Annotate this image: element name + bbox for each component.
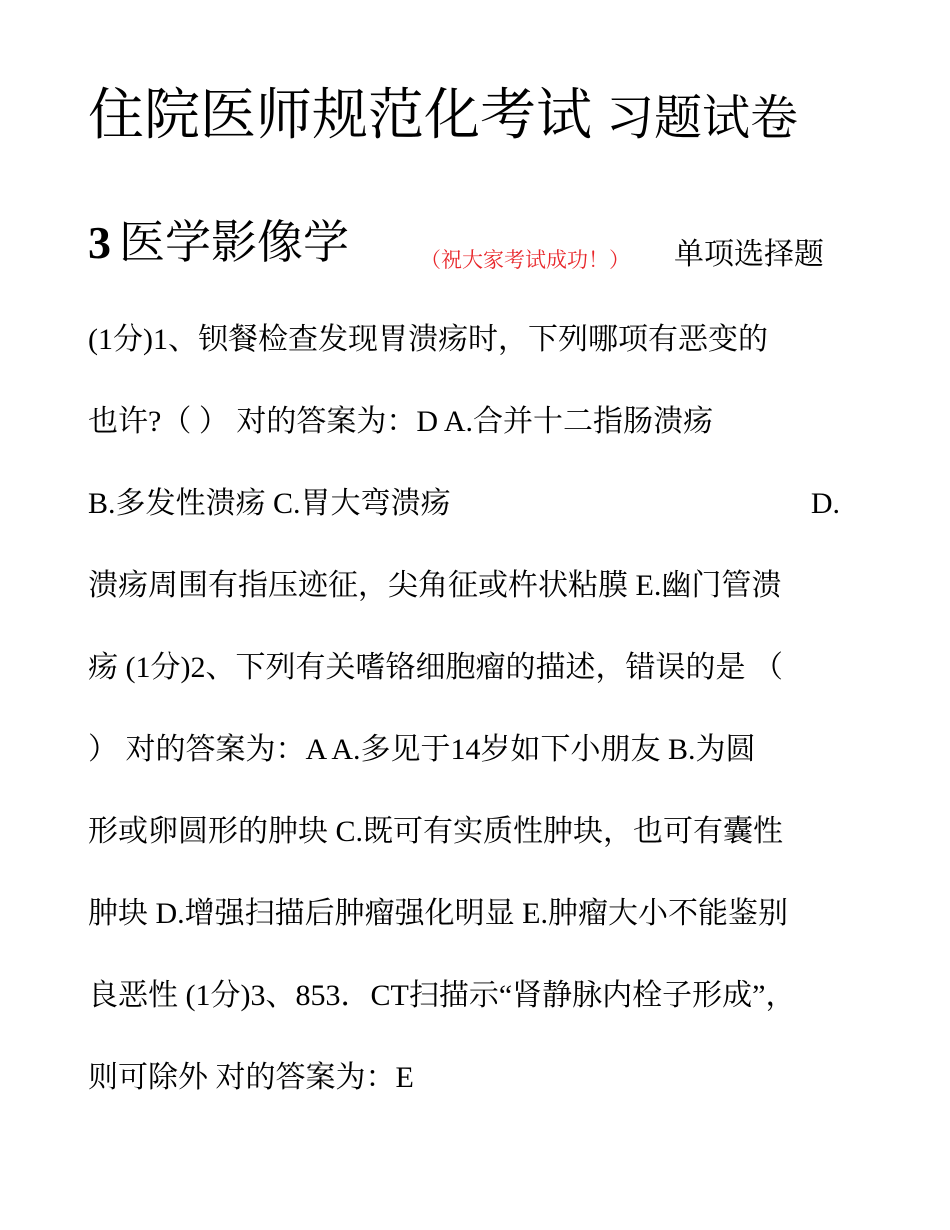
title-main: 住院医师规范化考试	[88, 85, 592, 147]
section-number: 3	[88, 217, 111, 268]
body-line-2: 也许?（ ） 对的答案为：D A.合并十二指肠溃疡	[88, 405, 713, 438]
body-line-5: 疡 (1分)2、下列有关嗜铬细胞瘤的描述，错误的是 （	[88, 651, 783, 684]
document-title	[88, 85, 799, 147]
body-line-4: 溃疡周围有指压迹征，尖角征或杵状粘膜 E.幽门管溃	[88, 569, 782, 602]
question-type: 单项选择题	[674, 238, 824, 271]
title-sub: 习题试卷	[606, 92, 799, 145]
body-line-6: ） 对的答案为：A A.多见于14岁如下小朋友 B.为圆	[88, 733, 756, 766]
section-heading	[88, 217, 848, 272]
greeting-note: （祝大家考试成功！）	[420, 248, 630, 272]
body-line-9: 良恶性 (1分)3、853．CT扫描示“肾静脉内栓子形成”，	[88, 979, 796, 1012]
section-subject: 医学影像学	[119, 217, 349, 268]
body-line-3	[88, 486, 840, 522]
body-line-7: 形或卵圆形的肿块 C.既可有实质性肿块，也可有囊性	[88, 815, 784, 848]
body-line-10: 则可除外 对的答案为：E	[88, 1061, 414, 1094]
body-line-3-left: B.多发性溃疡 C.胃大弯溃疡	[88, 487, 451, 520]
body-line-1: (1分)1、钡餐检查发现胃溃疡时，下列哪项有恶变的	[88, 323, 768, 356]
body-line-3-right: D.	[810, 487, 840, 520]
body-line-8: 肿块 D.增强扫描后肿瘤强化明显 E.肿瘤大小不能鉴别	[88, 897, 788, 930]
